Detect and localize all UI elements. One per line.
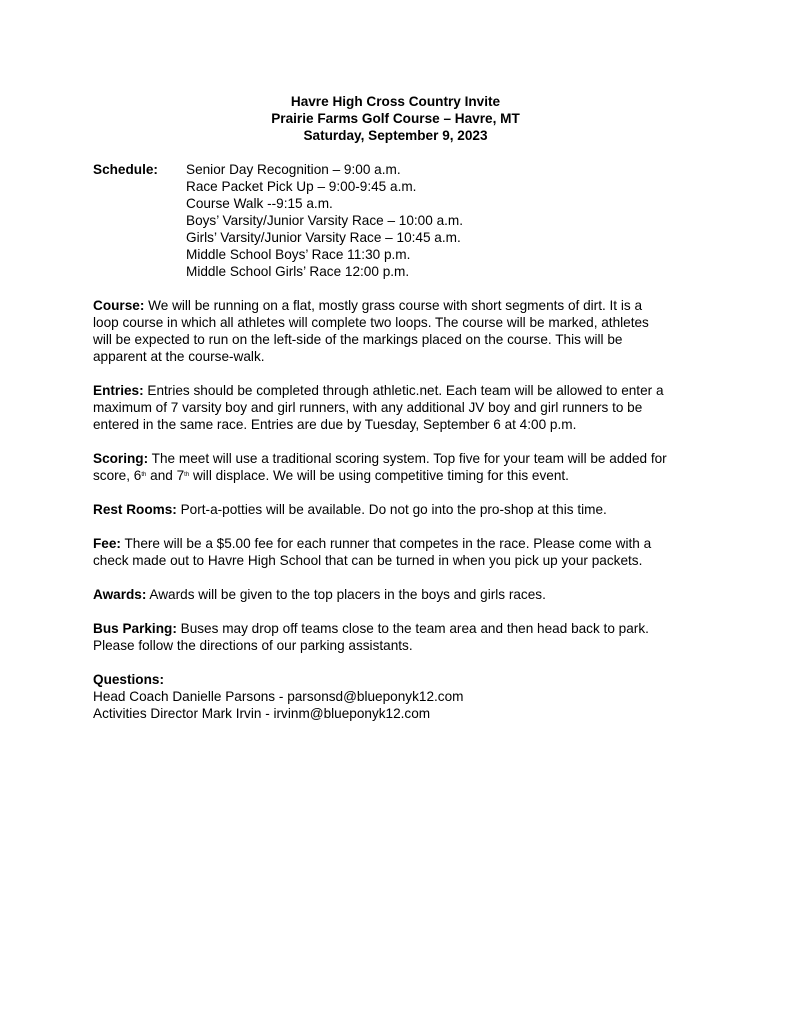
entries-label: Entries:	[93, 383, 144, 398]
fee-section	[93, 535, 703, 569]
course-text-line: will be expected to run on the left-side of the markings placed on the course. This will be	[93, 332, 623, 347]
ordinal-suffix: th	[184, 472, 190, 478]
fee-label: Fee:	[93, 536, 121, 551]
entries-text-line: entered in the same race. Entries are due by Tuesday, September 6 at 4:00 p.m.	[93, 417, 577, 432]
document-header	[93, 93, 698, 144]
awards-text: Awards will be given to the top placers in the boys and girls races.	[146, 587, 546, 602]
schedule-item: Course Walk --9:15 a.m.	[186, 196, 333, 211]
bus-parking-text-line: Buses may drop off teams close to the team area and then head back to park.	[176, 621, 649, 636]
schedule-section	[93, 161, 703, 280]
course-section	[93, 297, 703, 365]
bus-parking-label: Bus Parking:	[93, 621, 177, 636]
contact-line: Head Coach Danielle Parsons - parsonsd@blueponyk12.com	[93, 689, 464, 704]
schedule-item: Middle School Boys’ Race 11:30 p.m.	[186, 247, 411, 262]
schedule-item: Girls’ Varsity/Junior Varsity Race – 10:45 a.m.	[186, 230, 461, 245]
scoring-label: Scoring:	[93, 451, 149, 466]
schedule-label: Schedule:	[93, 162, 158, 177]
bus-parking-section	[93, 620, 703, 654]
questions-section	[93, 671, 703, 722]
scoring-text-line: score, 6th and 7th will displace. We will be using competitive timing for this event.	[93, 468, 569, 483]
event-title: Havre High Cross Country Invite	[290, 94, 501, 109]
entries-text-line: Entries should be completed through athletic.net. Each team will be allowed to enter a	[143, 383, 664, 398]
restrooms-label: Rest Rooms:	[93, 502, 177, 517]
course-label: Course:	[93, 298, 145, 313]
entries-text-line: maximum of 7 varsity boy and girl runners, with any additional JV boy and girl runners to be	[93, 400, 643, 415]
schedule-item: Senior Day Recognition – 9:00 a.m.	[186, 162, 401, 177]
fee-text-line: There will be a $5.00 fee for each runner that competes in the race. Please come with a	[120, 536, 652, 551]
schedule-item: Race Packet Pick Up – 9:00-9:45 a.m.	[186, 179, 417, 194]
schedule-item: Boys’ Varsity/Junior Varsity Race – 10:00 a.m.	[186, 213, 464, 228]
document-page	[93, 93, 703, 722]
course-text-line: loop course in which all athletes will complete two loops. The course will be marked, athletes	[93, 315, 649, 330]
bus-parking-text-line: Please follow the directions of our parking assistants.	[93, 638, 413, 653]
fee-text-line: check made out to Havre High School that can be turned in when you pick up your packets.	[93, 553, 643, 568]
course-text-line: apparent at the course-walk.	[93, 349, 265, 364]
schedule-item: Middle School Girls’ Race 12:00 p.m.	[186, 264, 410, 279]
ordinal-suffix: th	[141, 472, 147, 478]
contact-line: Activities Director Mark Irvin - irvinm@blueponyk12.com	[93, 706, 431, 721]
schedule-list	[186, 161, 463, 280]
scoring-section	[93, 450, 703, 484]
event-venue: Prairie Farms Golf Course – Havre, MT	[271, 111, 520, 126]
questions-label: Questions:	[93, 672, 164, 687]
scoring-text-line: The meet will use a traditional scoring system. Top five for your team will be added for	[148, 451, 667, 466]
event-date: Saturday, September 9, 2023	[303, 128, 488, 143]
restrooms-text: Port-a-potties will be available. Do not go into the pro-shop at this time.	[176, 502, 607, 517]
restrooms-section	[93, 501, 703, 518]
course-text-line: We will be running on a flat, mostly grass course with short segments of dirt. It is a	[144, 298, 643, 313]
awards-section	[93, 586, 703, 603]
entries-section	[93, 382, 703, 433]
awards-label: Awards:	[93, 587, 147, 602]
